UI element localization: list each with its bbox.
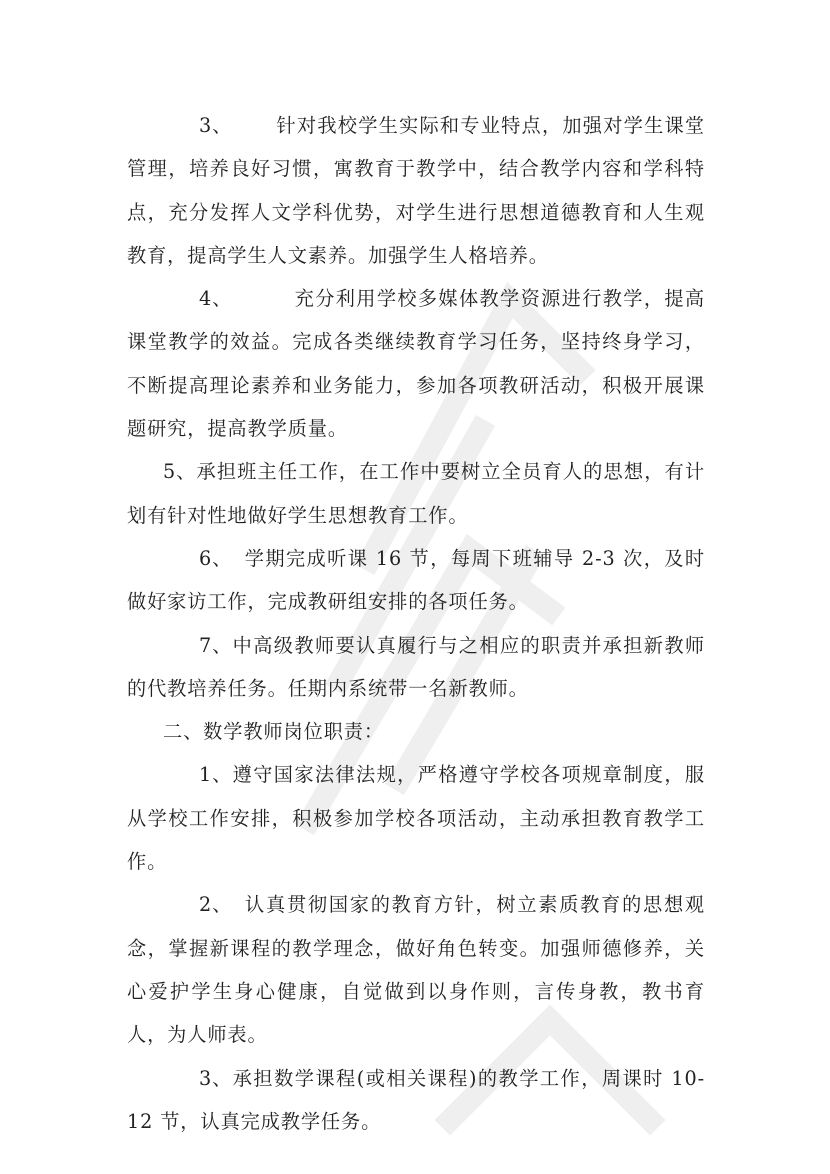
item-number: 6、	[199, 546, 233, 570]
paragraph-duty-3	[127, 104, 705, 277]
paragraph-duty-6	[127, 537, 705, 624]
paragraph-text: 充分利用学校多媒体教学资源进行教学，提高课堂教学的效益。完成各类继续教育学习任务，坚持终身学习，不断提高理论素养和业务能力，参加各项教研活动，积极开展课题研究，提高教学质量。	[127, 287, 705, 441]
item-number: 3、	[199, 1066, 233, 1090]
item-number: 4、	[199, 287, 233, 311]
paragraph-text: 中高级教师要认真履行与之相应的职责并承担新教师的代教培养任务。任期内系统带一名新教师。	[127, 633, 705, 700]
item-number: 5、	[163, 460, 197, 484]
paragraph-text: 针对我校学生实际和专业特点，加强对学生课堂管理，培养良好习惯，寓教育于教学中，结合教学内容和学科特点，充分发挥人文学科优势，对学生进行思想道德教育和人生观教育，提高学生人文素养。加强学生人格培养。	[127, 114, 705, 267]
paragraph-text: 学期完成听课 16 节，每周下班辅导 2-3 次，及时做好家访工作，完成教研组安排的各项任务。	[127, 546, 705, 614]
paragraph-text: 承担班主任工作，在工作中要树立全员育人的思想，有计划有针对性地做好学生思想教育工作。	[127, 460, 705, 527]
item-number: 7、	[199, 633, 233, 657]
paragraph-text: 承担数学课程(或相关课程)的教学工作，周课时 10-12 节，认真完成教学任务。	[127, 1066, 705, 1133]
paragraph-math-duty-1	[127, 753, 705, 883]
paragraph-text: 遵守国家法律法规，严格遵守学校各项规章制度，服从学校工作安排，积极参加学校各项活动，主动承担教育教学工作。	[127, 763, 705, 874]
section-heading-math-teacher	[127, 710, 705, 753]
paragraph-duty-7	[127, 624, 705, 711]
paragraph-math-duty-3	[127, 1057, 705, 1144]
paragraph-math-duty-2	[127, 883, 705, 1056]
item-number: 2、	[199, 893, 233, 917]
section-heading-text: 二、数学教师岗位职责：	[163, 720, 384, 744]
item-number: 1、	[199, 763, 233, 787]
paragraph-text: 认真贯彻国家的教育方针，树立素质教育的思想观念，掌握新课程的教学理念，做好角色转变。加强师德修养，关心爱护学生身心健康，自觉做到以身作则，言传身教，教书育人，为人师表。	[127, 893, 705, 1047]
document-body	[127, 104, 705, 1143]
item-number: 3、	[199, 114, 233, 137]
paragraph-duty-5	[127, 450, 705, 537]
paragraph-duty-4	[127, 277, 705, 450]
